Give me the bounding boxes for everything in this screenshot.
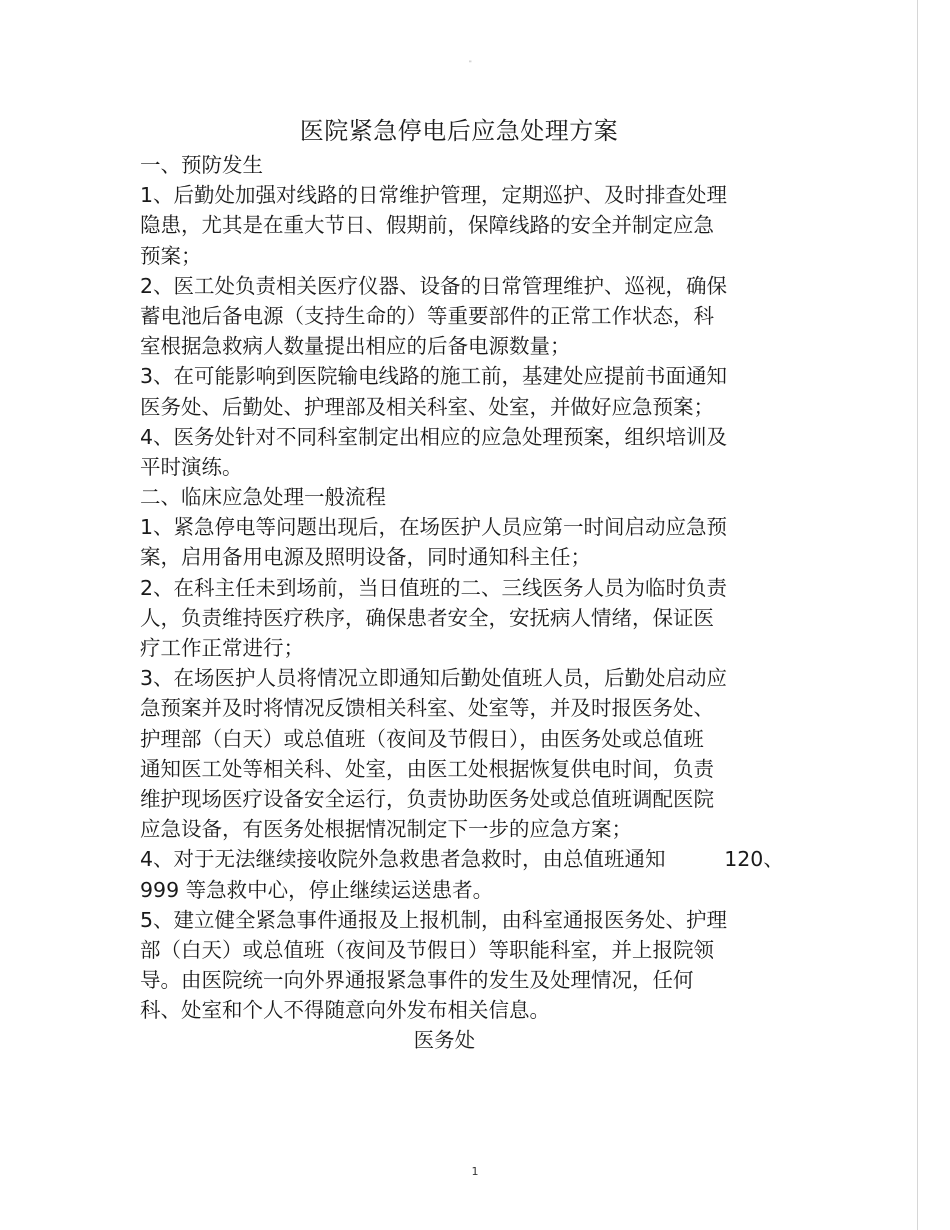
section-heading-prevention: 一、预防发生 <box>140 153 263 177</box>
body-line: 999 等急救中心，停止继续运送患者。 <box>140 877 494 902</box>
body-line: 导。由医院统一向外界通报紧急事件的发生及处理情况，任何 <box>140 968 694 993</box>
document-title: 医院紧急停电后应急处理方案 <box>299 117 619 145</box>
body-line: 医务处、后勤处、护理部及相关科室、处室，并做好应急预案； <box>140 394 714 419</box>
body-line: 通知医工处等相关科、处室，由医工处根据恢复供电时间，负责 <box>140 756 714 781</box>
body-line: 4、对于无法继续接收院外急救患者急救时，由总值班通知 120、 <box>140 847 784 872</box>
body-line: 1、后勤处加强对线路的日常维护管理，定期巡护、及时排查处理 <box>140 183 728 208</box>
section-heading-procedure: 二、临床应急处理一般流程 <box>140 485 386 510</box>
body-line: 1、紧急停电等问题出现后，在场医护人员应第一时间启动应急预 <box>140 515 728 540</box>
body-line: 护理部（白天）或总值班（夜间及节假日），由医务处或总值班 <box>140 726 704 751</box>
body-line: 室根据急救病人数量提出相应的后备电源数量； <box>140 334 571 359</box>
body-line: 平时演练。 <box>140 454 243 479</box>
body-line: 2、医工处负责相关医疗仪器、设备的日常管理维护、巡视，确保 <box>140 273 728 298</box>
body-line: 人，负责维持医疗秩序，确保患者安全，安抚病人情绪，保证医 <box>140 605 714 630</box>
body-line: 3、在场医护人员将情况立即通知后勤处值班人员，后勤处启动应 <box>140 666 728 691</box>
body-line: 急预案并及时将情况反馈相关科室、处室等，并及时报医务处、 <box>140 696 714 721</box>
body-line: 应急设备，有医务处根据情况制定下一步的应急方案； <box>140 817 632 842</box>
body-line: 隐患，尤其是在重大节日、假期前，保障线路的安全并制定应急 <box>140 213 714 238</box>
body-line: 案，启用备用电源及照明设备，同时通知科主任； <box>140 545 591 570</box>
page-number: 1 <box>471 1165 479 1178</box>
body-line: 预案； <box>140 243 202 268</box>
body-line: 5、建立健全紧急事件通报及上报机制，由科室通报医务处、护理 <box>140 907 728 932</box>
header-mark: " <box>469 60 472 67</box>
body-line: 3、在可能影响到医院输电线路的施工前，基建处应提前书面通知 <box>140 364 728 389</box>
body-line: 2、在科主任未到场前，当日值班的二、三线医务人员为临时负责 <box>140 575 728 600</box>
body-line: 部（白天）或总值班（夜间及节假日）等职能科室，并上报院领 <box>140 937 714 962</box>
body-line: 蓄电池后备电源（支持生命的）等重要部件的正常工作状态，科 <box>140 303 714 328</box>
body-line: 维护现场医疗设备安全运行，负责协助医务处或总值班调配医院 <box>140 786 714 811</box>
body-line: 疗工作正常进行； <box>140 636 304 660</box>
body-line: 4、医务处针对不同科室制定出相应的应急处理预案，组织培训及 <box>140 424 728 449</box>
signature-department: 医务处 <box>140 1028 476 1053</box>
body-line: 科、处室和个人不得随意向外发布相关信息。 <box>140 998 550 1023</box>
document-body <box>140 150 790 1056</box>
